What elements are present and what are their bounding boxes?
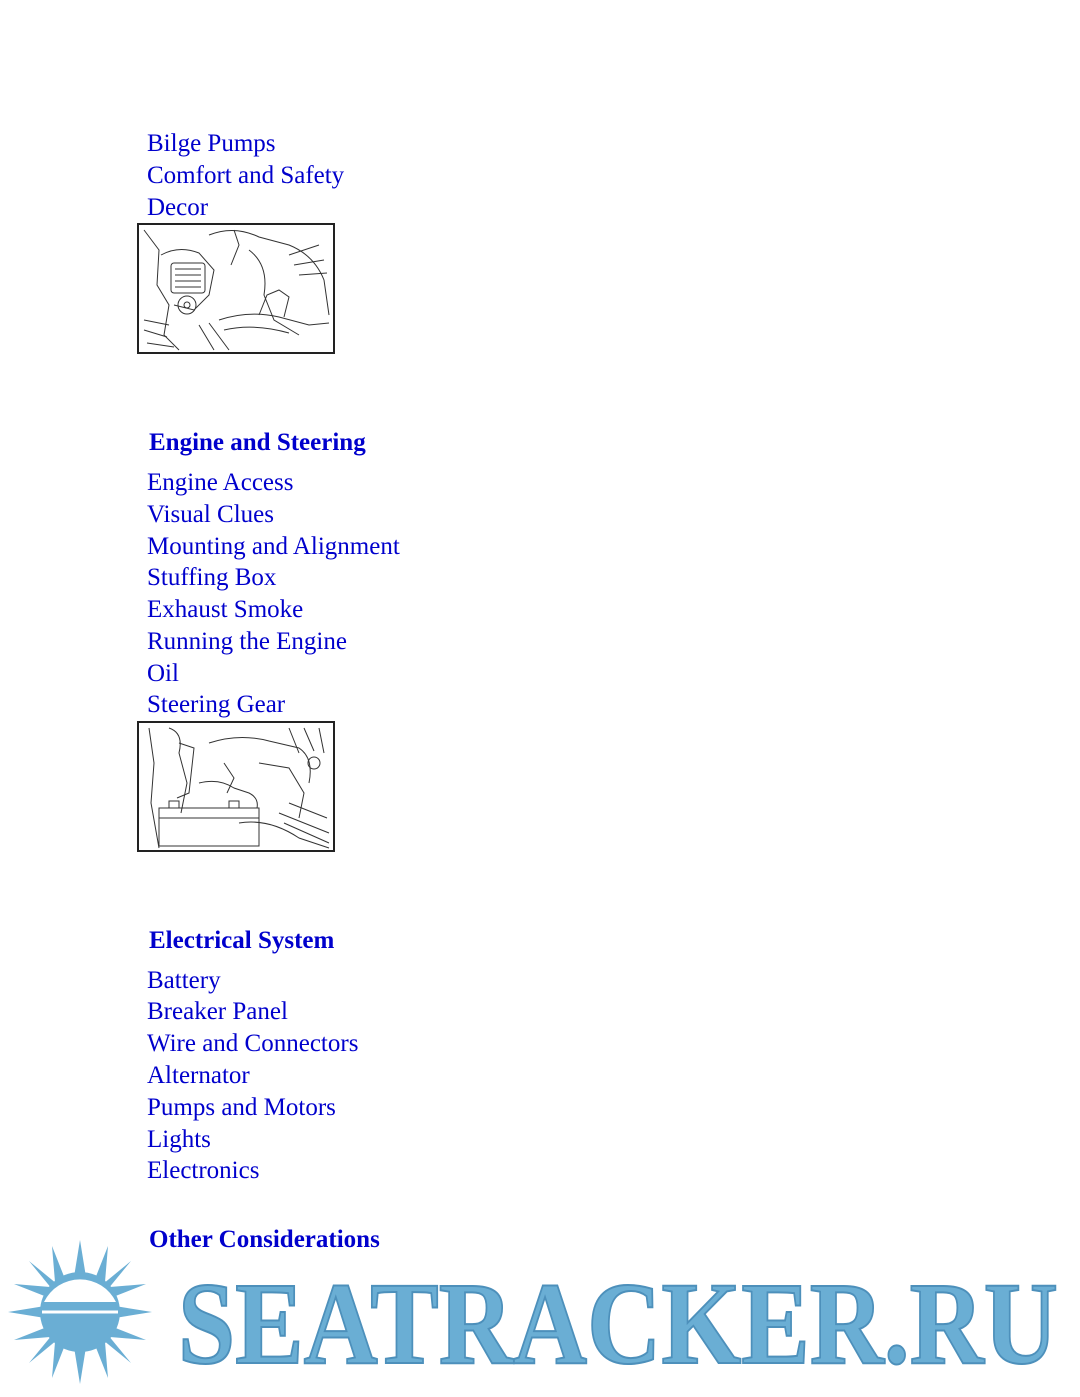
link-alternator[interactable]: Alternator	[147, 1062, 250, 1089]
seatracker-watermark	[0, 1232, 1080, 1397]
link-lights[interactable]: Lights	[147, 1126, 211, 1153]
link-electronics[interactable]: Electronics	[147, 1157, 260, 1184]
link-mounting-and-alignment[interactable]: Mounting and Alignment	[147, 533, 400, 560]
sun-logo-icon	[8, 1240, 152, 1384]
link-steering-gear[interactable]: Steering Gear	[147, 691, 286, 718]
link-decor[interactable]: Decor	[147, 194, 209, 221]
link-engine-access[interactable]: Engine Access	[147, 469, 294, 496]
link-oil[interactable]: Oil	[147, 660, 179, 687]
electrical-inspection-illustration	[137, 721, 335, 852]
engine-inspection-illustration	[137, 223, 335, 354]
heading-other-considerations[interactable]: Other Considerations	[149, 1226, 380, 1253]
link-battery[interactable]: Battery	[147, 967, 221, 994]
link-stuffing-box[interactable]: Stuffing Box	[147, 564, 277, 591]
link-wire-and-connectors[interactable]: Wire and Connectors	[147, 1030, 359, 1057]
watermark-text: SEATRACKER.RU	[178, 1258, 1058, 1389]
link-exhaust-smoke[interactable]: Exhaust Smoke	[147, 596, 304, 623]
heading-electrical-system[interactable]: Electrical System	[149, 927, 335, 954]
link-breaker-panel[interactable]: Breaker Panel	[147, 998, 288, 1025]
link-visual-clues[interactable]: Visual Clues	[147, 501, 274, 528]
link-pumps-and-motors[interactable]: Pumps and Motors	[147, 1094, 336, 1121]
link-running-the-engine[interactable]: Running the Engine	[147, 628, 347, 655]
heading-engine-and-steering[interactable]: Engine and Steering	[149, 429, 366, 456]
link-comfort-and-safety[interactable]: Comfort and Safety	[147, 162, 345, 189]
link-bilge-pumps[interactable]: Bilge Pumps	[147, 130, 276, 157]
